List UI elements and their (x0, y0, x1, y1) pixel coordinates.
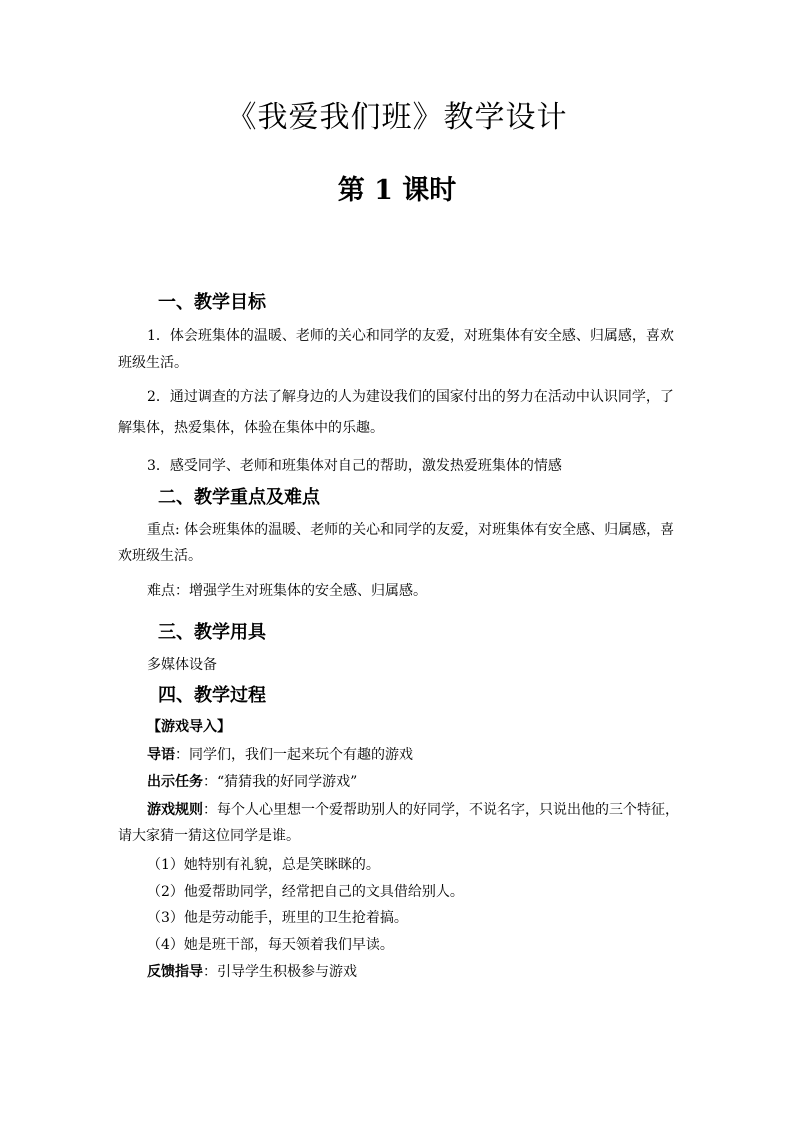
section-heading-key-points: 二、教学重点及难点 (158, 487, 320, 508)
clue-2: （2）他爱帮助同学，经常把自己的文具借给别人。 (147, 884, 464, 900)
key-point-line-1: 重点: 体会班集体的温暖、老师的关心和同学的友爱，对班集体有安全感、归属感，喜 (147, 522, 675, 538)
feedback-text: ：引导学生积极参与游戏 (203, 964, 357, 980)
objective-2-line-2: 解集体，热爱集体，体验在集体中的乐趣。 (118, 420, 384, 436)
section-heading-process: 四、教学过程 (158, 685, 266, 706)
rules-text: ：每个人心里想一个爱帮助别人的好同学，不说名字，只说出他的三个特征， (203, 802, 679, 818)
guide-text: ：同学们，我们一起来玩个有趣的游戏 (175, 747, 413, 763)
objective-3: 3．感受同学、老师和班集体对自己的帮助，激发热爱班集体的情感 (147, 458, 562, 474)
rules-line-2: 请大家猜一猜这位同学是谁。 (118, 828, 300, 844)
lesson-subtitle: 第 1 课时 (337, 175, 457, 206)
objective-1-line-2: 班级生活。 (118, 355, 188, 371)
task-line (147, 772, 357, 792)
clue-4: （4）她是班干部，每天领着我们早读。 (147, 937, 394, 953)
document-title: 《我爱我们班》教学设计 (226, 100, 568, 135)
section-heading-materials: 三、教学用具 (158, 622, 266, 643)
section-heading-objectives: 一、教学目标 (158, 292, 266, 313)
game-intro-label: 【游戏导入】 (147, 719, 231, 735)
rules-label: 游戏规则 (147, 802, 203, 818)
feedback-line (147, 962, 357, 982)
task-label: 出示任务 (147, 774, 203, 790)
guide-label: 导语 (147, 747, 175, 763)
feedback-label: 反馈指导 (147, 964, 203, 980)
objective-2-line-1: 2．通过调查的方法了解身边的人为建设我们的国家付出的努力在活动中认识同学，了 (147, 389, 674, 405)
clue-1: （1）她特别有礼貌，总是笑眯眯的。 (147, 857, 380, 873)
objective-1-line-1: 1．体会班集体的温暖、老师的关心和同学的友爱，对班集体有安全感、归属感，喜欢 (147, 328, 674, 344)
key-point-line-2: 欢班级生活。 (118, 548, 202, 564)
task-text: ：“猜猜我的好同学游戏” (203, 774, 358, 790)
guide-line (147, 745, 413, 765)
rules-line-1 (147, 800, 679, 820)
clue-3: （3）他是劳动能手，班里的卫生抢着搞。 (147, 910, 408, 926)
difficulty-point: 难点：增强学生对班集体的安全感、归属感。 (147, 583, 427, 599)
materials-content: 多媒体设备 (147, 657, 217, 673)
